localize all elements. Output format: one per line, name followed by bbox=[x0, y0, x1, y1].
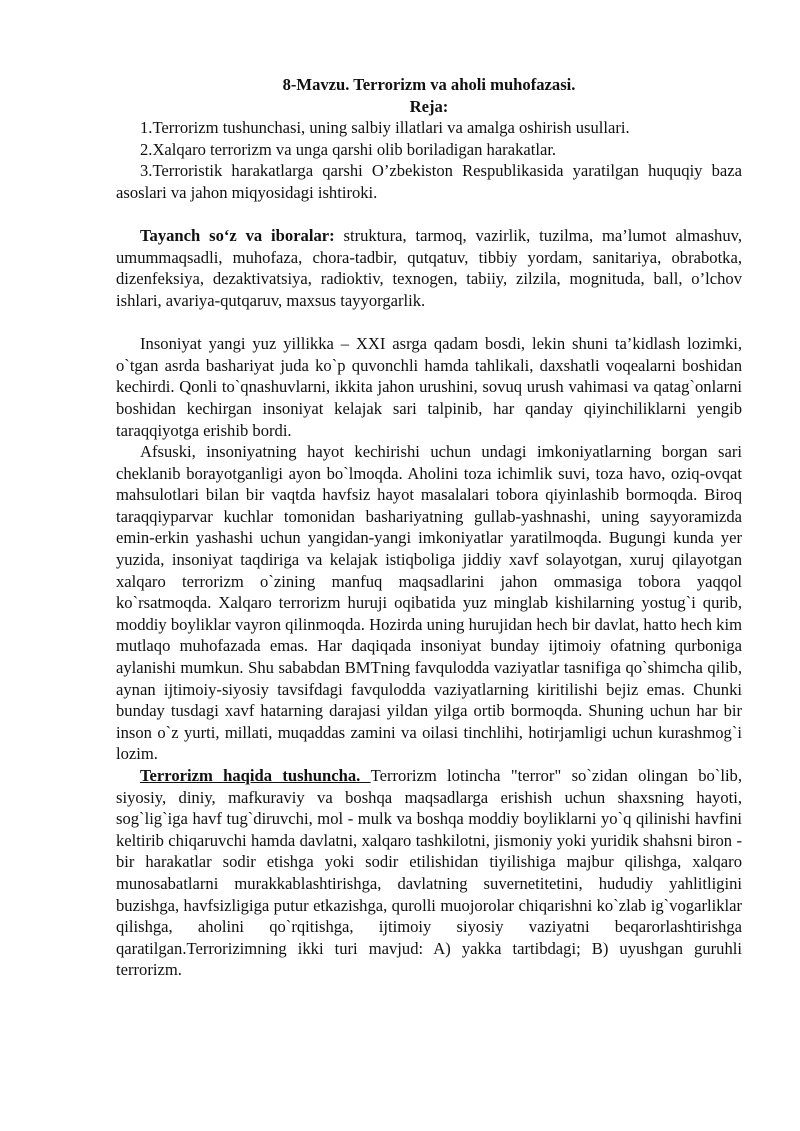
document-page bbox=[116, 74, 742, 981]
plan-item bbox=[116, 139, 742, 161]
document-title: 8-Mavzu. Terrorizm va aholi muhofazasi. bbox=[282, 75, 576, 94]
plan-heading: Reja: bbox=[409, 96, 449, 116]
plan-item-text: Xalqaro terrorizm va unga qarshi olib boriladigan harakatlar. bbox=[152, 139, 557, 159]
keywords-text: struktura, tarmoq, vazirlik, tuzilma, ma’lumot almashuv, umummaqsadli, muhofaza, chora-tadbir, qutqatuv, tibbiy yordam, sanitariya, obrabotka, dizenfeksiya, dezaktivatsiya, radioktiv, texnogen, tabiiy, zilzila, mognituda, ball, o’lchov ishlari, avariya-qutqaruv, maxsus tayyorgarlik. bbox=[116, 226, 742, 310]
plan-item-text: Terrorizm tushunchasi, uning salbiy illatlari va amalga oshirish usullari. bbox=[152, 118, 630, 138]
plan-item-number: 3. bbox=[140, 161, 153, 181]
spacer bbox=[116, 312, 742, 334]
section-heading-terrorism-concept: Terrorizm haqida tushuncha. bbox=[140, 766, 371, 785]
body-paragraph-2: Afsuski, insoniyatning hayot kechirishi uchun undagi imkoniyatlarning borgan sari cheklanib borayotganligi ayon bo`lmoqda. Aholini toza ichimlik suvi, toza havo, oziq-ovqat mahsulotlari bilan bir vaqtda havfsiz hayot masalalari tobora qiyinlashib bormoqda. Biroq taraqqiyparvar kuchlar tomonidan bashariyatning gullab-yashnashi, uning sayyoramizda emin-erkin yashashi uchun yangidan-yangi imkoniyatlar yaratilmoqda. Bugungi kunda yer yuzida, insoniyat taqdiriga va kelajak istiqboliga jiddiy xavf solayotgan, xuruj qilayotgan xalqaro terrorizm o`zining manfuq maqsadlarini jahon ommasiga tobora yaqqol ko`rsatmoqda. Xalqaro terrorizm huruji oqibatida yuz minglab kishilarning yostug`i qurib, moddiy boyliklar vayron qilinmoqda. Hozirda uning hurujidan hech bir davlat, hatto hech kim mutlaqo muhofazada emas. Har daqiqada insoniyat bunday ijtimoiy ofatning qurboniga aylanishi mumkun. Shu sababdan BMTning favqulodda vaziyatlar tasnifiga qo`shimcha qilib, aynan ijtimoiy-siyosiy tavsifdagi favqulodda vaziyatlarning kiritilishi bejiz emas. Chunki bunday tusdagi xavf hatarning darajasi yildan yilga ortib bormoqda. Shuning uchun har bir inson o`z yurti, millati, muqaddas zamini va oilasi tinchlihi, hotirjamligi uchun kurashmog`i lozim. bbox=[116, 442, 742, 764]
plan-item bbox=[116, 117, 742, 139]
body-paragraph-1: Insoniyat yangi yuz yillikka – XXI asrga qadam bosdi, lekin shuni ta’kidlash lozimki, o`tgan asrda bashariyat juda ko`p quvonchli hamda tahlikali, daxshatli voqealarni boshidan kechirdi. Qonli to`qnashuvlarni, ikkita jahon urushini, sovuq urush vahimasi va qatag`onlarni boshidan kechirgan insoniyat kelajak sari talpinib, har qanday qiyinchiliklarni yengib taraqqiyotga erishib bordi. bbox=[116, 334, 742, 440]
keywords-paragraph bbox=[116, 225, 742, 311]
keywords-label: Tayanch so‘z va iboralar: bbox=[140, 226, 335, 246]
plan-item-text: Terroristik harakatlarga qarshi O’zbekiston Respublikasida yaratilgan huquqiy baza asoslari va jahon miqyosidagi ishtiroki. bbox=[116, 161, 742, 202]
plan-item bbox=[116, 160, 742, 203]
plan-item-number: 2. bbox=[140, 139, 153, 159]
plan-item-number: 1. bbox=[140, 118, 153, 138]
body-paragraph-3-text: Terrorizm lotincha "terror" so`zidan olingan bo`lib, siyosiy, diniy, mafkuraviy va boshqa maqsadlarga erishish uchun shaxsning hayoti, sog`lig`iga havf tug`diruvchi, mol - mulk va boshqa moddiy boyliklarni yo`q qilinishi havfini keltirib chiqaruvchi hamda davlatni, xalqaro tashkilotni, jismoniy yoki yuridik shahsni biron - bir harakatlar sodir etishga yoki sodir etilishidan tiyilishiga majbur qilishga, xalqaro munosabatlarni murakkablashtirishga, davlatning suvernetitetini, hududiy yahlitligini buzishga, havfsizligiga putur etkazishga, qurolli muojorolar chiqarishni ko`zlab ig`vogarliklar qilishga, aholini qo`rqitishga, ijtimoiy siyosiy vaziyatni beqarorlashtirishga qaratilgan.Terrorizimning ikki turi mavjud: A) yakka tartibdagi; B) uyushgan guruhli terrorizm. bbox=[116, 766, 742, 980]
spacer bbox=[116, 204, 742, 226]
body-paragraph-3 bbox=[116, 765, 742, 981]
